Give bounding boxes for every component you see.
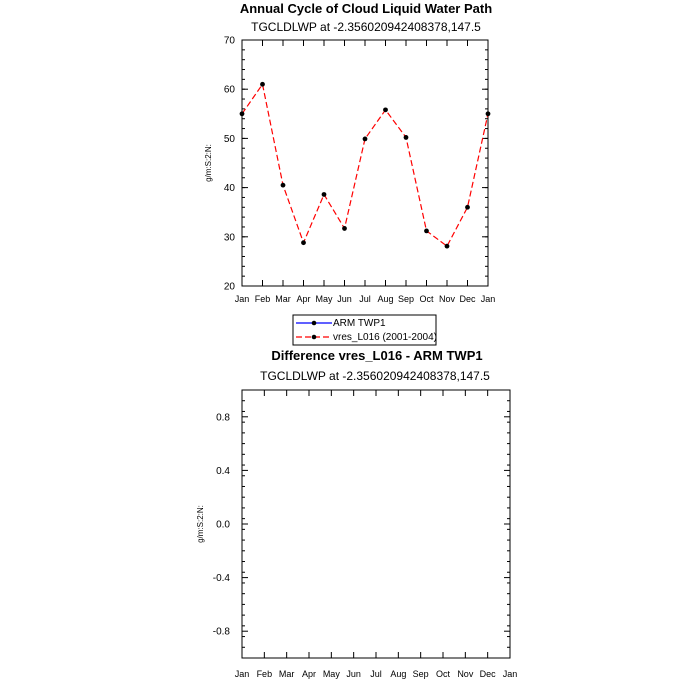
data-point: [281, 183, 286, 188]
data-point: [342, 226, 347, 231]
y-tick-label: 60: [223, 84, 235, 96]
annual-cycle-chart: [204, 1, 495, 345]
data-point: [240, 111, 245, 116]
y-tick-label: 40: [223, 183, 235, 195]
data-point: [445, 244, 450, 249]
x-tick-label: May: [315, 294, 333, 304]
x-tick-label: Jun: [337, 294, 352, 304]
y-tick-label: 0.4: [216, 465, 230, 477]
legend-marker-arm: [312, 321, 317, 326]
plot-frame: [242, 390, 510, 658]
series-line-1: [242, 84, 488, 246]
data-point: [322, 192, 327, 197]
chart-subtitle: TGCLDLWP at -2.356020942408378,147.5: [251, 20, 481, 34]
legend-label-arm: ARM TWP1: [333, 318, 386, 329]
y-axis-label: g/m:S:2:N:: [204, 144, 213, 182]
x-tick-label: Aug: [390, 669, 407, 679]
x-tick-label: Sep: [397, 294, 415, 304]
x-tick-label: Jun: [346, 669, 361, 679]
data-point: [465, 205, 470, 210]
x-tick-label: Nov: [438, 294, 456, 304]
y-tick-label: 20: [223, 281, 235, 293]
y-tick-label: -0.4: [212, 573, 230, 585]
y-tick-labels: [224, 36, 236, 293]
x-tick-labels: [235, 669, 518, 679]
data-point: [383, 107, 388, 112]
x-tick-label: Feb: [254, 294, 271, 304]
x-tick-label: May: [322, 669, 340, 679]
y-tick-labels: [213, 412, 231, 637]
x-tick-label: Apr: [301, 669, 317, 679]
axis-ticks: [242, 390, 510, 658]
data-point: [363, 136, 368, 141]
chart-title: Annual Cycle of Cloud Liquid Water Path: [239, 1, 493, 16]
y-tick-label: 0.8: [216, 412, 230, 424]
y-tick-label: 70: [223, 35, 235, 47]
x-tick-label: Jan: [234, 294, 250, 304]
y-tick-label: 50: [223, 133, 235, 145]
x-tick-label: Jul: [370, 669, 382, 679]
x-tick-label: Mar: [278, 669, 295, 679]
x-tick-label: Mar: [275, 294, 291, 304]
x-tick-labels: [235, 294, 496, 304]
chart-title: Difference vres_L016 - ARM TWP1: [271, 348, 483, 363]
plot-frame: [242, 40, 488, 286]
data-point: [301, 240, 306, 245]
y-tick-label: 30: [223, 232, 235, 244]
x-tick-label: Feb: [256, 669, 273, 679]
chart-subtitle: TGCLDLWP at -2.356020942408378,147.5: [260, 369, 490, 383]
x-tick-label: Jul: [359, 294, 371, 304]
data-point: [424, 228, 429, 233]
x-tick-label: Oct: [419, 294, 434, 304]
y-axis-label: g/m:S:2:N:: [196, 505, 205, 543]
series-lines: [242, 84, 488, 246]
y-tick-label: -0.8: [212, 626, 230, 638]
x-tick-label: Dec: [459, 294, 476, 304]
data-point: [486, 111, 491, 116]
x-tick-label: Nov: [457, 669, 474, 679]
x-tick-label: Jan: [502, 669, 518, 679]
x-tick-label: Apr: [296, 294, 311, 304]
y-tick-label: 0.0: [216, 519, 230, 531]
x-tick-label: Jan: [480, 294, 496, 304]
x-tick-label: Oct: [435, 669, 451, 679]
x-tick-label: Dec: [479, 669, 496, 679]
legend-label-model: vres_L016 (2001-2004): [333, 332, 437, 343]
x-tick-label: Jan: [234, 669, 250, 679]
series-points: [240, 82, 491, 249]
data-point: [260, 82, 265, 87]
legend-marker-model: [312, 335, 317, 340]
x-tick-label: Sep: [412, 669, 429, 679]
x-tick-label: Aug: [377, 294, 394, 304]
data-point: [404, 135, 409, 140]
difference-chart: [196, 348, 517, 679]
legend: [293, 315, 437, 345]
axis-ticks: [242, 40, 488, 286]
